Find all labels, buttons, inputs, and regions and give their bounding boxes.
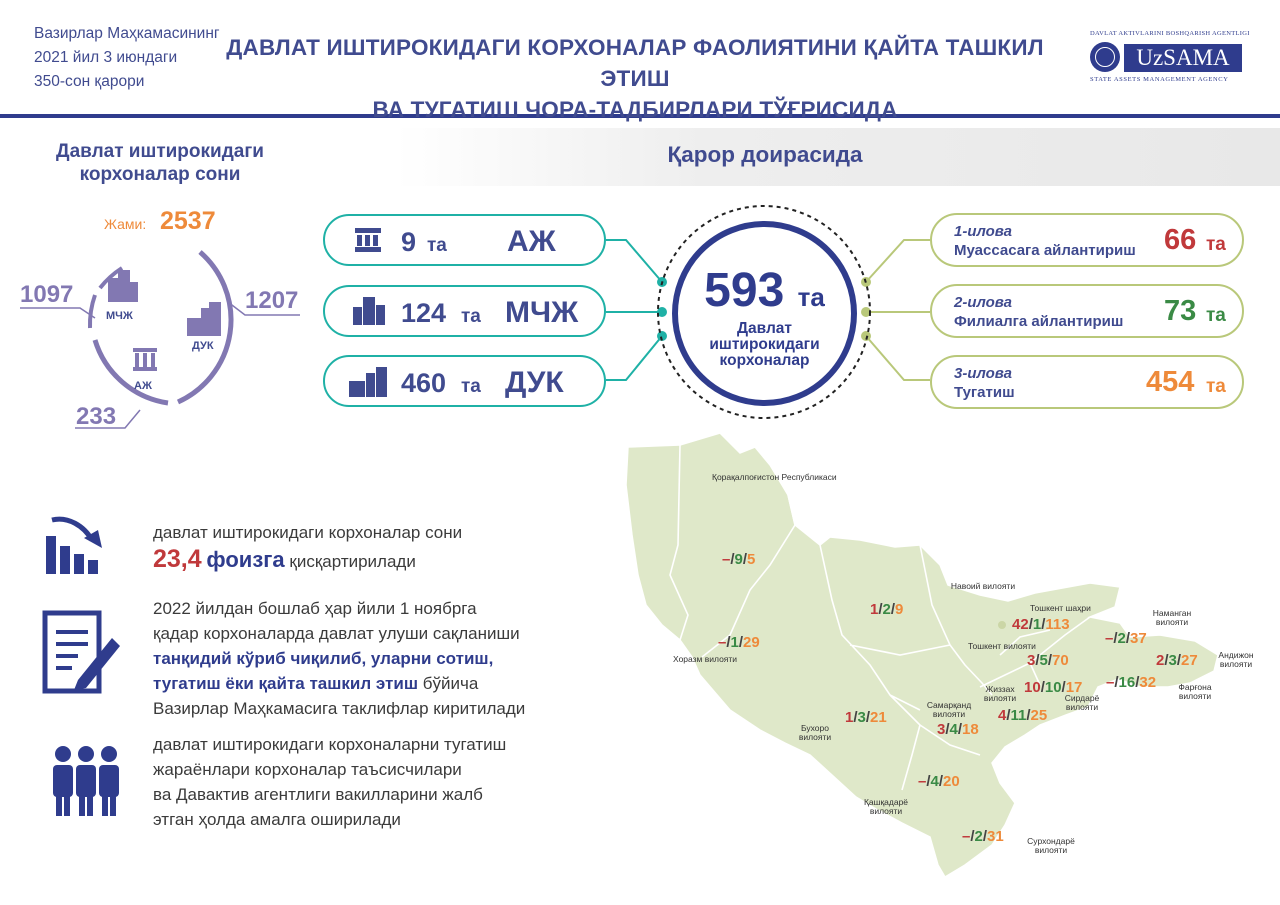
declining-chart-icon (44, 514, 106, 576)
stat-c: 21 (870, 709, 887, 726)
stat-b: 1 (730, 634, 739, 651)
stat-b: 4 (930, 773, 939, 790)
fact-liq-line-1: давлат иштирокидаги корхоналарни тугатиш (153, 735, 507, 754)
pill-aj-unit: та (427, 235, 447, 256)
map-label-tashkent-region: Тошкент вилояти (968, 641, 1036, 651)
stat-a: – (718, 634, 727, 651)
logo-agency-name: DAVLAT AKTIVLARINI BOSHQARISH AGENTLIGI (1090, 30, 1250, 37)
left-panel-title (10, 140, 310, 186)
aj-count: 233 (76, 403, 117, 430)
fact-review-line-2: қадар корхоналарда давлат улуши сақланиши (153, 624, 520, 643)
fact-annual-review (153, 596, 525, 721)
fact-review-line-5: Вазирлар Маҳкамасига таклифлар киритилади (153, 699, 526, 718)
fact-liq-line-4: этган ҳолда амалга оширилади (153, 810, 401, 829)
pill-aj-abbr: АЖ (507, 225, 556, 258)
annex-1-number: 66 (1164, 224, 1197, 256)
duk-label: ДУК (192, 340, 214, 352)
annex-2-label: 2-илова (954, 294, 1013, 311)
left-title-line-2: корхоналар сони (79, 164, 241, 185)
stat-samarkand: 3/4/18 (937, 721, 979, 738)
stat-a: 1 (845, 709, 854, 726)
map-label-navoi: Навоий вилояти (950, 581, 1016, 591)
stat-b: 3 (857, 709, 866, 726)
stat-a: 2 (1156, 652, 1165, 669)
ring-arc-bottom (95, 340, 168, 403)
annex-1-label: 1-илова (954, 223, 1013, 240)
total-decision-circle (672, 221, 857, 406)
stat-c: 5 (747, 551, 756, 568)
map-label-andijan: Андижон вилояти (1218, 650, 1254, 669)
reduction-unit: фоизга (206, 547, 285, 572)
tashkent-city-marker (998, 621, 1006, 629)
bank-building-icon (133, 348, 157, 371)
annex-3-unit: та (1206, 376, 1226, 397)
center-line-3: корхоналар (719, 352, 810, 369)
left-title-line-1: Давлат иштирокидаги (56, 141, 264, 162)
page-title (220, 32, 1050, 125)
stat-c: 113 (1045, 616, 1070, 633)
fact-review-line-4b: бўйича (418, 674, 479, 693)
stat-c: 25 (1030, 707, 1048, 724)
uzsama-logo (1088, 30, 1248, 90)
team-people-icon (50, 744, 122, 818)
fact-review-line-1: 2022 йилдан бошлаб ҳар йили 1 ноябрга (153, 599, 477, 618)
stat-b: 5 (1039, 652, 1048, 669)
stat-b: 10 (1044, 679, 1062, 696)
map-label-fergana: Фарғона вилояти (1178, 682, 1212, 701)
stat-kashkadarya: –/4/20 (918, 773, 960, 790)
stat-a: 4 (998, 707, 1007, 724)
stat-b: 9 (734, 551, 743, 568)
aj-label: АЖ (134, 380, 152, 392)
annex-3-action: Тугатиш (954, 384, 1015, 401)
stat-a: 1 (870, 601, 879, 618)
ring-arc-left (90, 295, 95, 328)
fact-review-line-4a: тугатиш ёки қайта ташкил этиш (153, 674, 419, 693)
stat-a: 3 (1027, 652, 1036, 669)
title-line-1: ДАВЛАТ ИШТИРОКИДАГИ КОРХОНАЛАР ФАОЛИЯТИНИ ҚАЙТА ТАШКИЛ ЭТИШ (226, 35, 1044, 91)
mchj-leader-line (20, 308, 95, 318)
title-line-2: ВА ТУГАТИШ ЧОРА-ТАДБИРЛАРИ ТЎҒРИСИДА (372, 97, 898, 122)
stat-c: 20 (943, 773, 960, 790)
annex-1-unit: та (1206, 234, 1226, 255)
decree-line-3: 350-сон қарори (34, 73, 145, 90)
stat-c: 27 (1181, 652, 1198, 669)
map-label-karakalpakstan: Қорақалпоғистон Республикаси (712, 472, 837, 482)
stat-c: 9 (895, 601, 904, 618)
document-pen-icon (42, 610, 122, 696)
map-label-tashkent-city: Тошкент шаҳри (1030, 603, 1091, 613)
stat-b: 2 (882, 601, 891, 618)
fact-reduction-line-1: давлат иштирокидаги корхоналар сони (153, 523, 463, 542)
stat-b: 2 (974, 828, 983, 845)
decree-line-2: 2021 йил 3 июндаги (34, 49, 178, 66)
map-label-surkhandarya: Сурхондарё вилояти (1027, 836, 1075, 855)
stat-jizzakh: 4/11/25 (998, 707, 1048, 724)
stat-c: 29 (743, 634, 760, 651)
stat-a: – (1105, 630, 1114, 647)
section-title: Қарор доирасида (667, 142, 863, 167)
decree-line-1: Вазирлар Маҳкамасининг (34, 25, 220, 42)
fact-liq-line-2: жараёнлари корхоналар таъсисчилари (153, 760, 462, 779)
map-label-syrdarya: Сирдарё вилояти (1064, 693, 1100, 712)
stat-c: 18 (962, 721, 979, 738)
stat-a: 3 (937, 721, 946, 738)
map-label-samarkand: Самарқанд вилояти (926, 700, 972, 719)
stat-surkhandarya: –/2/31 (962, 828, 1004, 845)
annex-2-number: 73 (1164, 295, 1197, 327)
fact-liquidation (153, 732, 506, 832)
stat-a: 42 (1012, 616, 1029, 633)
stat-syrdarya: 10/10/17 (1024, 679, 1083, 696)
stat-b: 11 (1010, 707, 1027, 724)
logo-subtitle: STATE ASSETS MANAGEMENT AGENCY (1090, 76, 1229, 83)
logo-wordmark: UzSAMA (1124, 44, 1242, 72)
pill-duk-abbr: ДУК (505, 366, 564, 399)
decree-reference (34, 22, 220, 94)
stat-c: 32 (1139, 674, 1157, 691)
map-label-khorezm: Хоразм вилояти (673, 654, 738, 664)
office-buildings-icon (353, 297, 385, 325)
stat-bukhara: 1/3/21 (845, 709, 887, 726)
total-label: Жами: (104, 216, 147, 232)
stat-c: 70 (1052, 652, 1069, 669)
annex-1-card (930, 213, 1244, 267)
pill-mchj-number: 124 (401, 298, 447, 328)
pill-mchj-unit: та (461, 306, 481, 327)
pill-aj-number: 9 (401, 227, 417, 257)
pill-aj (323, 214, 606, 266)
stat-c: 17 (1065, 679, 1083, 696)
center-line-2: иштирокидаги (709, 336, 820, 353)
pill-duk (323, 355, 606, 407)
reduction-tail: қисқартирилади (289, 552, 416, 571)
duk-count: 1207 (245, 287, 299, 314)
factory-buildings-icon (349, 367, 387, 397)
stat-b: 3 (1168, 652, 1177, 669)
stat-a: – (918, 773, 927, 790)
map-label-bukhara: Бухоро вилояти (798, 723, 832, 742)
stat-b: 4 (949, 721, 958, 738)
stat-fergana: –/16/32 (1106, 674, 1157, 691)
annex-3-label: 3-илова (954, 365, 1013, 382)
stat-c: 31 (987, 828, 1004, 845)
annex-1-action: Муассасага айлантириш (954, 242, 1136, 259)
stat-a: 10 (1024, 679, 1041, 696)
stat-b: 16 (1118, 674, 1136, 691)
center-total (678, 263, 851, 318)
mchj-label: МЧЖ (106, 310, 133, 322)
bank-building-icon (355, 228, 381, 252)
stat-b: 1 (1032, 616, 1042, 633)
stat-c: 37 (1130, 630, 1147, 647)
center-unit: та (797, 282, 825, 312)
stat-a: – (722, 551, 731, 568)
pill-duk-number: 460 (401, 368, 447, 398)
stat-navoi: 1/2/9 (870, 601, 904, 618)
stat-a: – (1106, 674, 1115, 691)
mchj-count: 1097 (20, 281, 74, 308)
map-label-namangan: Наманган вилояти (1152, 608, 1192, 627)
center-line-1: Давлат (736, 320, 793, 337)
stat-andijan: 2/3/27 (1156, 652, 1198, 669)
reduction-percent: 23,4 (153, 545, 202, 573)
stat-b: 2 (1117, 630, 1126, 647)
fact-review-line-3: танқидий кўриб чиқилиб, уларни сотиш, (153, 649, 494, 668)
annex-3-number: 454 (1146, 366, 1195, 398)
fact-reduction (153, 520, 462, 574)
factory-buildings-icon (187, 302, 221, 336)
stat-karakalpakstan: –/9/5 (722, 551, 756, 568)
annex-2-action: Филиалга айлантириш (954, 313, 1124, 330)
annex-2-unit: та (1206, 305, 1226, 326)
stat-namangan: –/2/37 (1105, 630, 1147, 647)
pill-duk-unit: та (461, 376, 481, 397)
pill-mchj-abbr: МЧЖ (505, 296, 579, 329)
center-number: 593 (704, 264, 785, 317)
stat-tashkent-region: 3/5/70 (1027, 652, 1069, 669)
map-label-kashkadarya: Қашқадарё вилояти (863, 797, 909, 816)
annex-3-card (930, 355, 1244, 409)
stat-a: – (962, 828, 971, 845)
pill-mchj (323, 285, 606, 337)
stat-tashkent-city: 42/1/113 (1012, 616, 1070, 633)
fact-liq-line-3: ва Давактив агентлиги вакилларини жалб (153, 785, 483, 804)
total-value: 2537 (160, 207, 216, 235)
stat-khorezm: –/1/29 (718, 634, 760, 651)
center-caption (678, 321, 851, 369)
emblem-icon (1090, 42, 1120, 72)
annex-2-card (930, 284, 1244, 338)
map-label-jizzakh: Жиззах вилояти (983, 684, 1017, 703)
